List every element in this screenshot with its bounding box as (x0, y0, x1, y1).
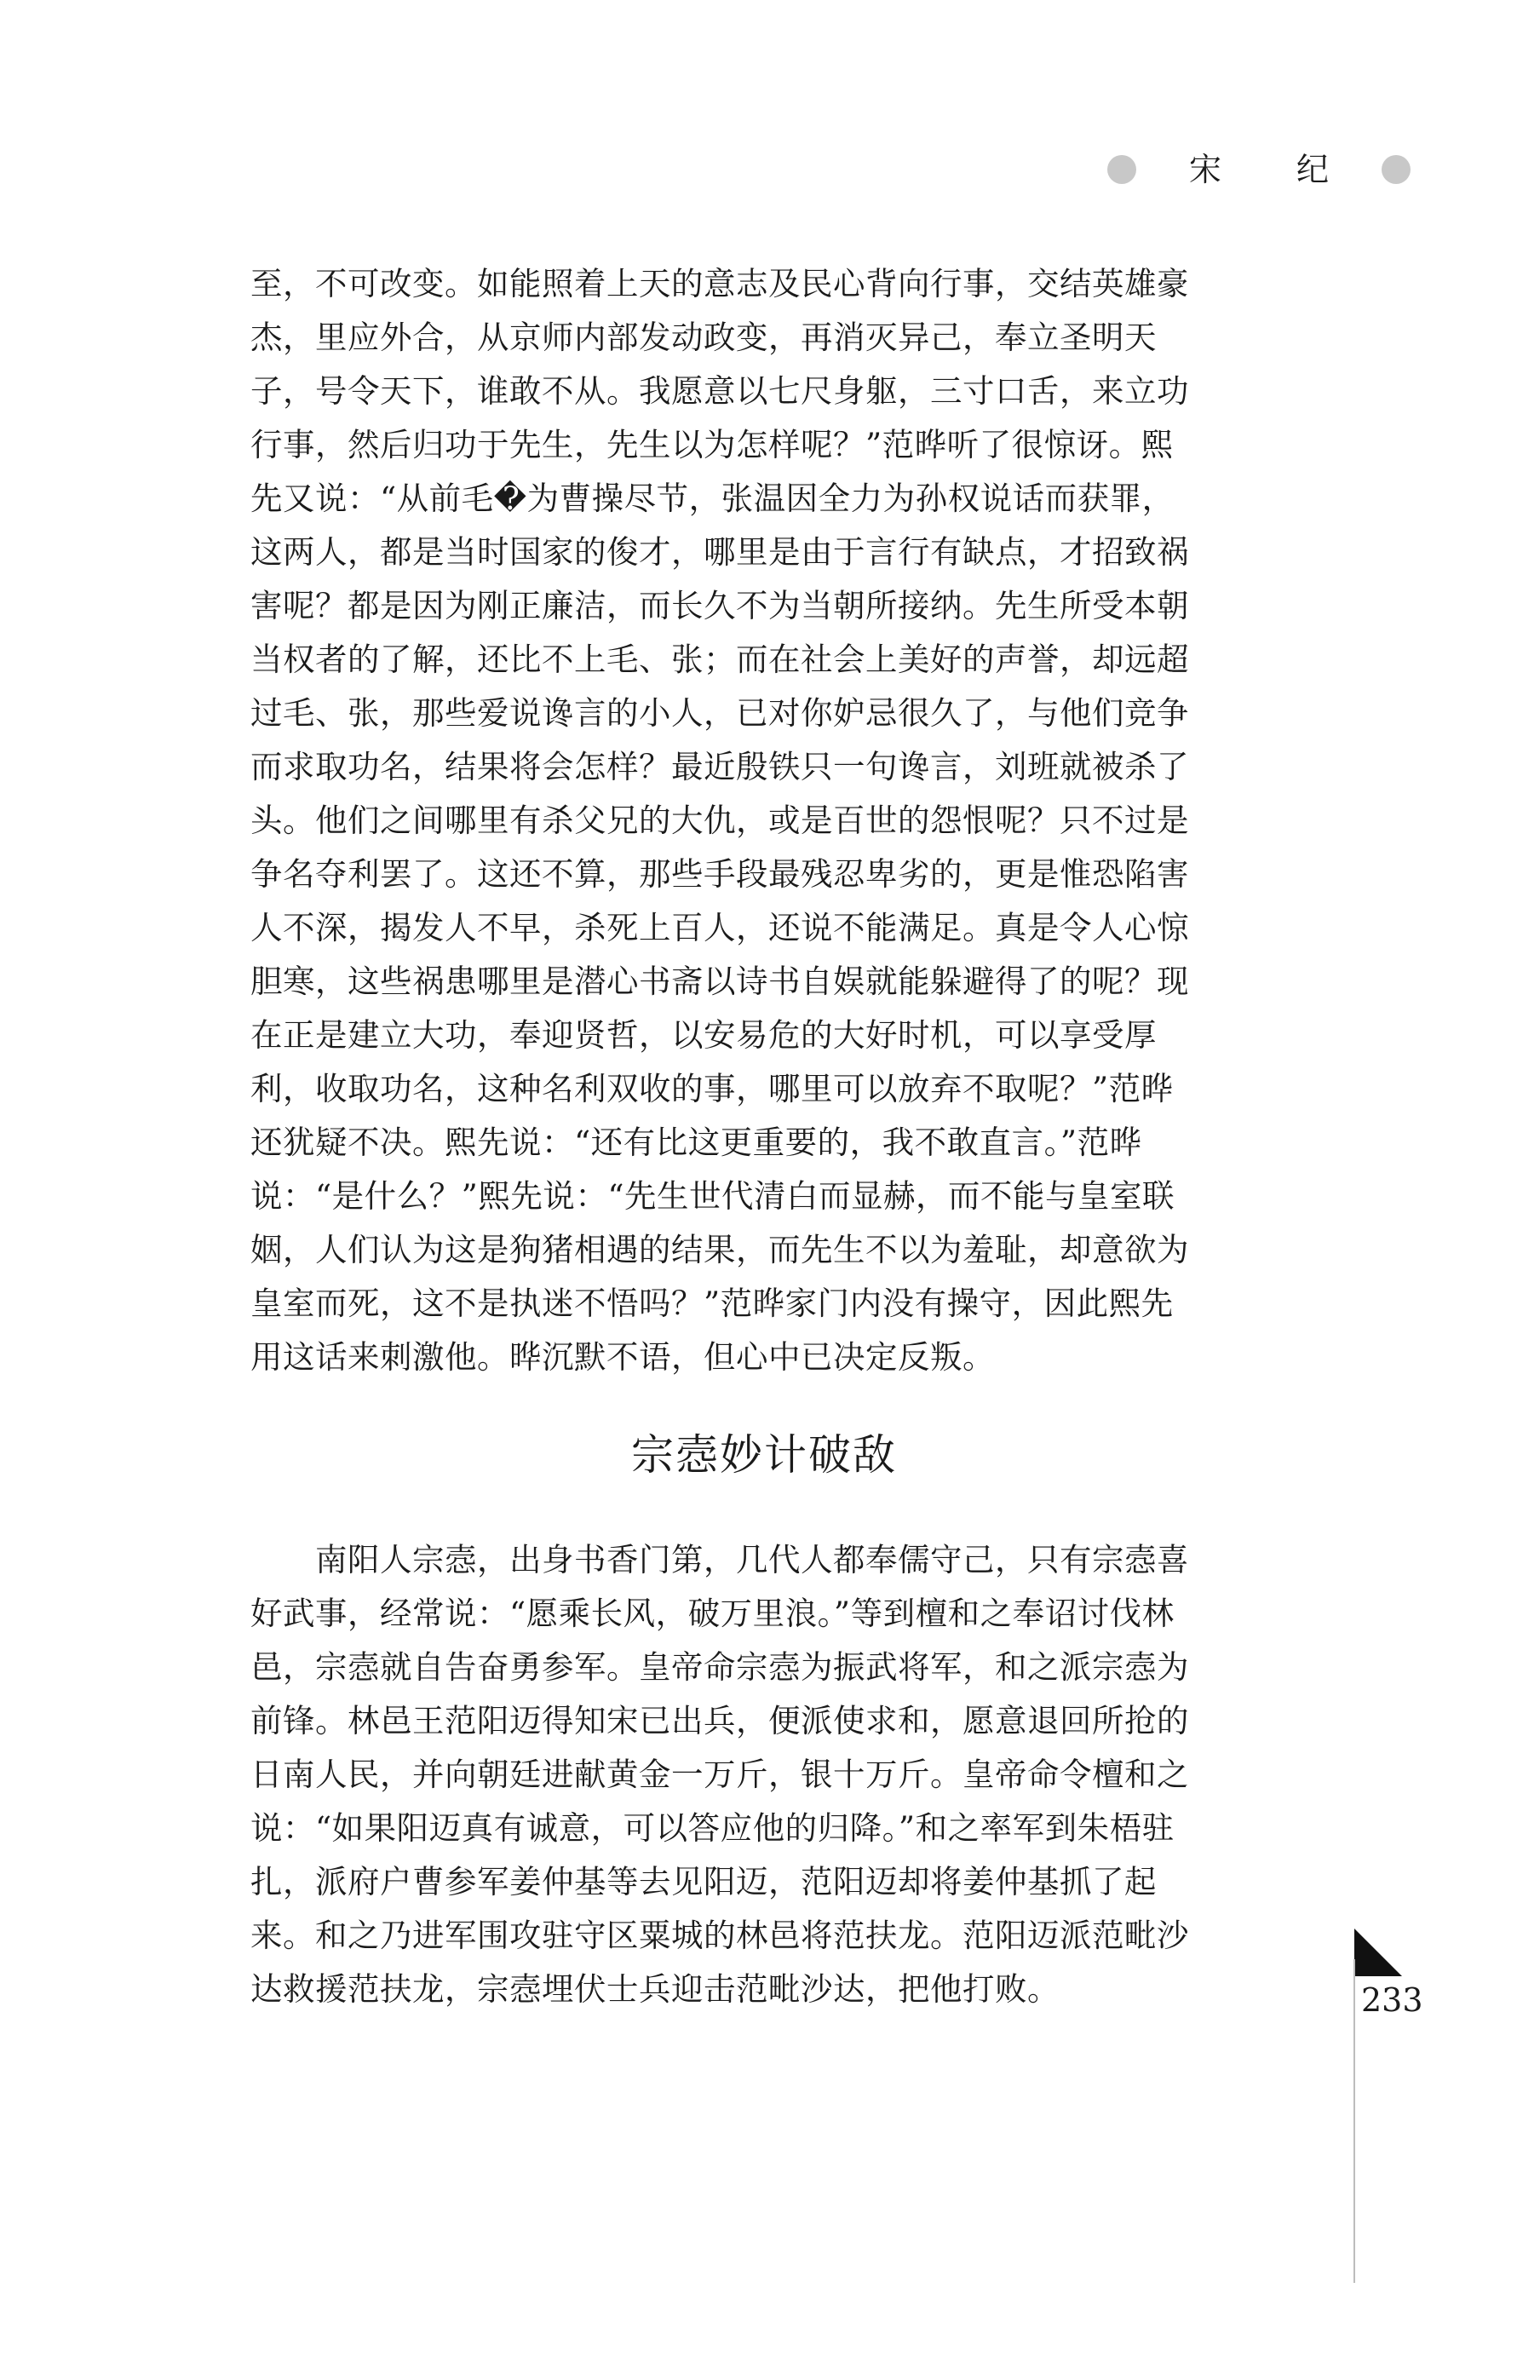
text-line: 还犹疑不决。熙先说：“还有比这更重要的，我不敢直言。”范晔 (250, 1124, 1142, 1161)
text-line: 邑，宗悫就自告奋勇参军。皇帝命宗悫为振武将军，和之派宗悫为 (250, 1648, 1189, 1686)
body-text-section (250, 1533, 1278, 2016)
text-line: 南阳人宗悫，出身书香门第，几代人都奉儒守己，只有宗悫喜 (250, 1541, 1189, 1578)
text-line: 姻，人们认为这是狗猪相遇的结果，而先生不以为羞耻，却意欲为 (250, 1231, 1189, 1268)
section-title: 宗悫妙计破敌 (631, 1430, 897, 1480)
text-line: 说：“如果阳迈真有诚意，可以答应他的归降。”和之率军到朱梧驻 (250, 1809, 1175, 1847)
text-line: 前锋。林邑王范阳迈得知宋已出兵，便派使求和，愿意退回所抢的 (250, 1702, 1189, 1739)
header-right-dot (1382, 155, 1411, 184)
text-line: 过毛、张，那些爱说谗言的小人，已对你妒忌很久了，与他们竞争 (250, 694, 1189, 732)
text-line: 杰，里应外合，从京师内部发动政变，再消灭异己，奉立圣明天 (250, 319, 1157, 356)
text-line: 先又说：“从前毛�为曹操尽节，张温因全力为孙权说话而获罪， (250, 480, 1175, 517)
body-text-continued (250, 257, 1278, 1384)
text-line: 在正是建立大功，奉迎贤哲，以安易危的大好时机，可以享受厚 (250, 1016, 1157, 1054)
text-line: 当权者的了解，还比不上毛、张；而在社会上美好的声誉，却远超 (250, 641, 1189, 678)
text-line: 至，不可改变。如能照着上天的意志及民心背向行事，交结英雄豪 (250, 265, 1189, 302)
header-char-2: 纪 (1296, 151, 1330, 188)
text-line: 说：“是什么？”熙先说：“先生世代清白而显赫，而不能与皇室联 (250, 1177, 1175, 1215)
margin-rule (1353, 1959, 1355, 2283)
page-corner-triangle-icon (1354, 1929, 1405, 1980)
text-line: 争名夺利罢了。这还不算，那些手段最残忍卑劣的，更是惟恐陷害 (250, 855, 1189, 893)
running-header (1107, 150, 1422, 193)
text-line: 害呢？都是因为刚正廉洁，而长久不为当朝所接纳。先生所受本朝 (250, 587, 1189, 624)
page-number: 233 (1361, 1981, 1423, 2019)
text-line: 日南人民，并向朝廷进献黄金一万斤，银十万斤。皇帝命令檀和之 (250, 1756, 1189, 1793)
text-line: 达救援范扶龙，宗悫埋伏士兵迎击范毗沙达，把他打败。 (250, 1970, 1060, 2008)
text-line: 而求取功名，结果将会怎样？最近殷铁只一句谗言，刘班就被杀了 (250, 748, 1189, 785)
text-line: 胆寒，这些祸患哪里是潜心书斋以诗书自娱就能躲避得了的呢？现 (250, 963, 1189, 1000)
text-line: 扎，派府户曹参军姜仲基等去见阳迈，范阳迈却将姜仲基抓了起 (250, 1863, 1157, 1900)
text-line: 行事，然后归功于先生，先生以为怎样呢？”范晔听了很惊讶。熙 (250, 426, 1174, 463)
text-line: 用这话来刺激他。晔沉默不语，但心中已决定反叛。 (250, 1338, 995, 1376)
header-char-1: 宋 (1189, 151, 1222, 188)
text-line: 人不深，揭发人不早，杀死上百人，还说不能满足。真是令人心惊 (250, 909, 1189, 946)
text-line: 子，号令天下，谁敢不从。我愿意以七尺身躯，三寸口舌，来立功 (250, 372, 1189, 410)
text-line: 利，收取功名，这种名利双收的事，哪里可以放弃不取呢？”范晔 (250, 1070, 1174, 1107)
text-line: 来。和之乃进军围攻驻守区粟城的林邑将范扶龙。范阳迈派范毗沙 (250, 1917, 1189, 1954)
text-line: 好武事，经常说：“愿乘长风，破万里浪。”等到檀和之奉诏讨伐林 (250, 1595, 1175, 1632)
text-line: 这两人，都是当时国家的俊才，哪里是由于言行有缺点，才招致祸 (250, 533, 1189, 571)
text-line: 头。他们之间哪里有杀父兄的大仇，或是百世的怨恨呢？只不过是 (250, 802, 1189, 839)
text-line: 皇室而死，这不是执迷不悟吗？”范晔家门内没有操守，因此熙先 (250, 1285, 1174, 1322)
header-left-dot (1107, 155, 1136, 184)
